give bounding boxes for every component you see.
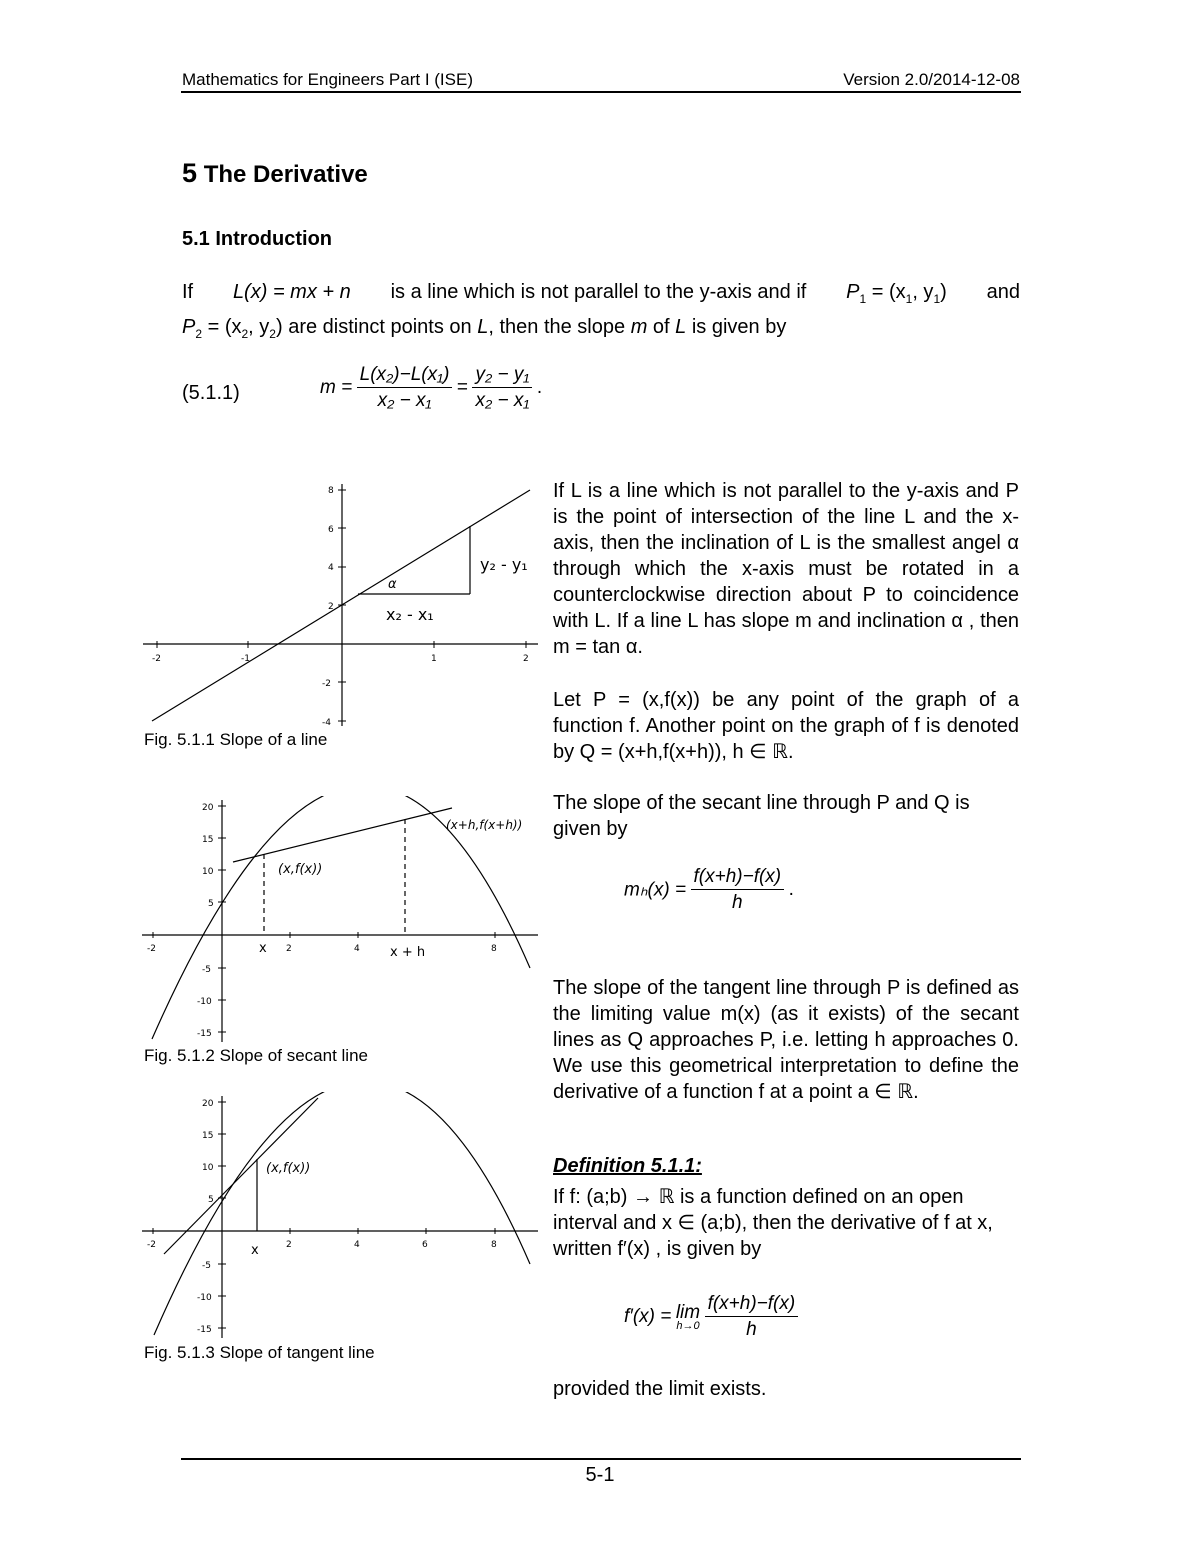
- point-p-label: (x,f(x)): [266, 1161, 311, 1176]
- paragraph-let-p: Let P = (x,f(x)) be any point of the graph of a function f. Another point on the graph of f is denoted by Q = (x+h,f(x+h)), h ∈ ℝ.: [553, 689, 1019, 763]
- section-title: 5.1 Introduction: [182, 228, 332, 250]
- svg-text:-15: -15: [197, 1029, 212, 1039]
- svg-text:20: 20: [202, 803, 214, 813]
- definition-text: If f: (a;b) → ℝ is a function defined on an open interval and x ∈ (a;b), then the derivative of f at x, written f′(x) , is given by: [553, 1186, 993, 1260]
- limit: lim h→0: [675, 1302, 701, 1332]
- svg-text:15: 15: [202, 835, 214, 845]
- svg-text:-5: -5: [202, 1261, 211, 1271]
- point-p-label: (x,f(x)): [278, 862, 323, 877]
- paragraph-inclination: If L is a line which is not parallel to the y-axis and P is the point of intersection of the line L and the x-axis, then the inclination of L is the smallest angel α through which the x-axis must be rotated in a counterclockwise direction about P to coincidence with L. If a line L has slope m and inclination α , then m = tan α.: [553, 480, 1019, 658]
- intro-if: If: [182, 281, 194, 303]
- eq-fraction-2: $\frac{\text{y₂ − y₁}}{\text{x₂ − x₁}}$: [472, 364, 532, 412]
- svg-text:6: 6: [328, 525, 334, 535]
- paragraph-tangent: The slope of the tangent line through P is defined as the limiting value m(x) (as it exists) of the secant lines as Q approaches P, i.e. letting h approaches 0. We use this geometrical interpretation to define the derivative of a function f at a point a ∈ ℝ.: [553, 977, 1019, 1103]
- svg-text:4: 4: [354, 944, 360, 954]
- xh-label: x + h: [390, 945, 426, 960]
- svg-text:6: 6: [422, 1240, 428, 1250]
- page-number: 5-1: [585, 1464, 615, 1486]
- header-version: Version 2.0/2014-12-08: [843, 70, 1020, 89]
- figure-tangent-line: [140, 1092, 540, 1348]
- equation-label: (5.1.1): [182, 382, 240, 404]
- secant-fraction: $\frac{f(x+h)-f(x)}{h}$: [691, 866, 785, 914]
- line-L: [152, 490, 530, 721]
- svg-text:8: 8: [328, 486, 334, 496]
- equation-511: m = $\frac{\text{L(x₂)−L(x₁)}}{\text{x₂ − x₁}}$ = $\frac{\text{y₂ − y₁}}{\text{x₂ − x₁}}$ .: [320, 364, 543, 411]
- svg-text:-2: -2: [322, 679, 331, 689]
- svg-text:2: 2: [286, 1240, 292, 1250]
- dx-label: x₂ - x₁: [386, 605, 434, 624]
- header-title: Mathematics for Engineers Part I (ISE): [182, 70, 473, 89]
- derivative-fraction: $\frac{f(x+h)-f(x)}{h}$: [705, 1293, 799, 1341]
- intro-p1: $P_1 = (x_1$, $y_1$): [846, 281, 947, 306]
- intro-paragraph: If L(x) = mx + n is a line which is not parallel to the y-axis and if $P_1 = (x_1$, $y_1$) and $P_2 = (x_2$, $y_2$) are distinct points on L, then the slope m of L is given by: [182, 281, 1020, 341]
- intro-text-1: is a line which is not parallel to the y-axis and if: [390, 281, 807, 303]
- dy-label: y₂ - y₁: [480, 555, 528, 574]
- caption-fig2: Fig. 5.1.2 Slope of secant line: [144, 1046, 368, 1065]
- svg-text:2: 2: [523, 654, 529, 664]
- svg-text:-2: -2: [152, 654, 161, 664]
- intro-p2: $P_2 = (x_2$, $y_2$): [182, 316, 283, 341]
- svg-text:-2: -2: [147, 1240, 156, 1250]
- svg-text:15: 15: [202, 1131, 214, 1141]
- svg-text:2: 2: [286, 944, 292, 954]
- svg-text:-10: -10: [197, 997, 212, 1007]
- svg-text:8: 8: [491, 944, 497, 954]
- svg-text:8: 8: [491, 1240, 497, 1250]
- chapter-title: The Derivative: [203, 161, 368, 188]
- svg-text:-5: -5: [202, 965, 211, 975]
- x-label: x: [251, 1243, 259, 1258]
- intro-and: and: [986, 281, 1020, 303]
- svg-text:2: 2: [328, 602, 334, 612]
- intro-line-eq: L(x) = mx + n: [232, 281, 351, 303]
- chapter-heading: [182, 158, 368, 189]
- caption-fig3: Fig. 5.1.3 Slope of tangent line: [144, 1343, 375, 1362]
- svg-text:-10: -10: [197, 1293, 212, 1303]
- svg-text:5: 5: [208, 1195, 214, 1205]
- derivative-formula: f′(x) = lim h→0 $\frac{f(x+h)-f(x)}{h}$: [624, 1293, 798, 1341]
- svg-text:-15: -15: [197, 1325, 212, 1335]
- svg-text:1: 1: [431, 654, 437, 664]
- point-q-label: (x+h,f(x+h)): [446, 818, 523, 832]
- chapter-number: 5: [182, 158, 198, 188]
- svg-text:-4: -4: [322, 718, 331, 728]
- header-rule: [181, 91, 1021, 93]
- svg-text:10: 10: [202, 867, 214, 877]
- paragraph-provided: provided the limit exists.: [553, 1378, 767, 1400]
- eq-fraction-1: $\frac{\text{L(x₂)−L(x₁)}}{\text{x₂ − x₁}}$: [357, 364, 453, 412]
- figure-secant-line: [140, 796, 540, 1052]
- svg-text:5: 5: [208, 899, 214, 909]
- definition-title: Definition 5.1.1:: [553, 1155, 702, 1177]
- alpha-label: α: [388, 577, 397, 592]
- svg-text:-2: -2: [147, 944, 156, 954]
- secant-line: [233, 808, 452, 862]
- paragraph-secant-intro: The slope of the secant line through P and Q is given by: [553, 792, 970, 840]
- caption-fig1: Fig. 5.1.1 Slope of a line: [144, 730, 328, 749]
- svg-text:4: 4: [354, 1240, 360, 1250]
- secant-formula: mₕ(x) = $\frac{f(x+h)-f(x)}{h}$ .: [624, 866, 794, 913]
- svg-text:20: 20: [202, 1099, 214, 1109]
- svg-text:4: 4: [328, 563, 334, 573]
- svg-text:-1: -1: [241, 654, 250, 664]
- x-label: x: [259, 941, 267, 956]
- figure-slope-of-line: [140, 478, 540, 750]
- svg-text:10: 10: [202, 1163, 214, 1173]
- footer-rule: [181, 1458, 1021, 1460]
